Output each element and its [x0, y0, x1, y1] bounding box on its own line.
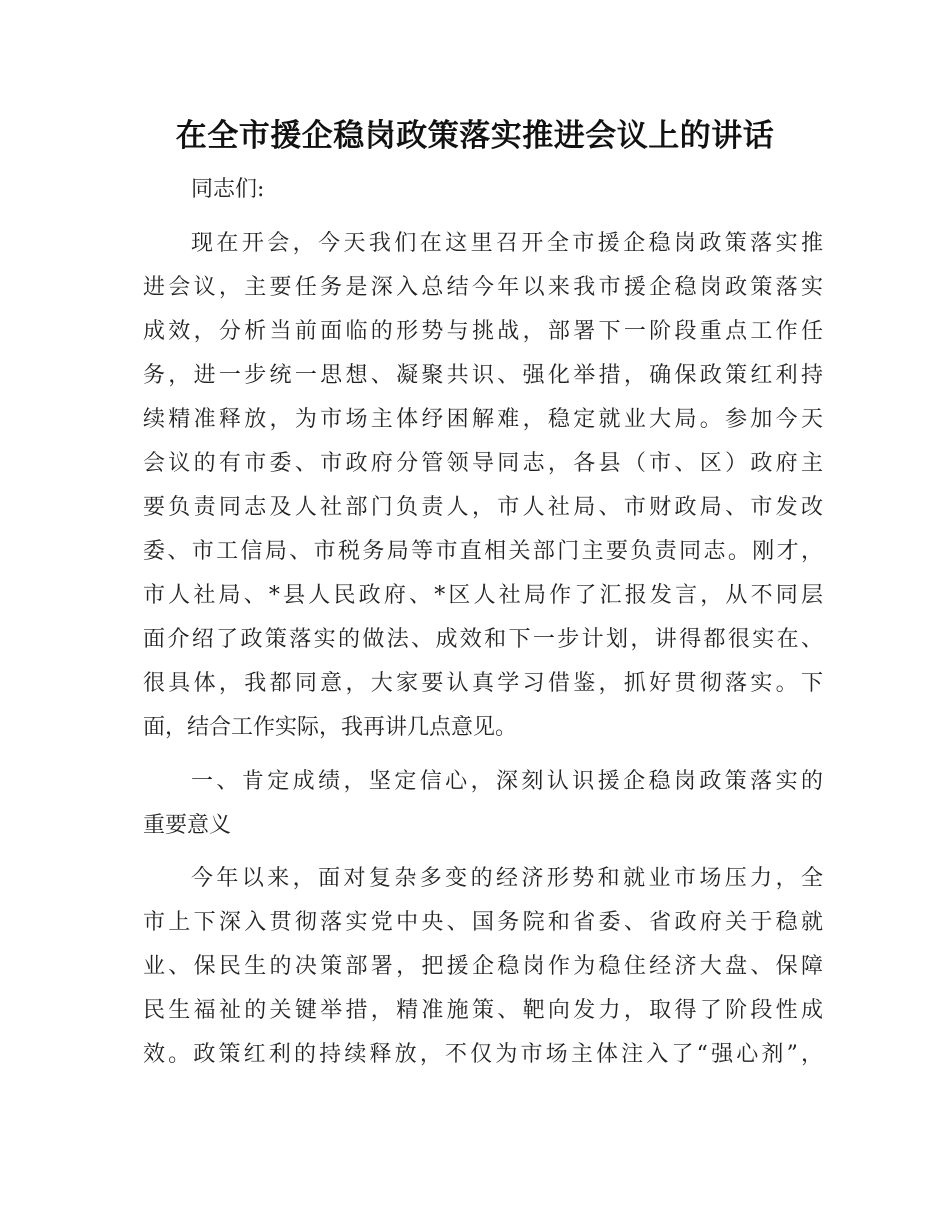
text-line: 务，进一步统一思想、凝聚共识、强化举措，确保政策红利持 — [143, 363, 823, 388]
text-line: 效。政策红利的持续释放，不仅为市场主体注入了“强心剂”， — [143, 1042, 823, 1067]
text-line: 业、保民生的决策部署，把援企稳岗作为稳住经济大盘、保障 — [143, 954, 823, 979]
text-line: 现在开会，今天我们在这里召开全市援企稳岗政策落实推 — [191, 231, 823, 256]
text-line: 会议的有市委、市政府分管领导同志，各县（市、区）政府主 — [143, 451, 823, 476]
text-line: 要负责同志及人社部门负责人，市人社局、市财政局、市发改 — [143, 495, 823, 520]
text-line: 面，结合工作实际，我再讲几点意见。 — [143, 715, 518, 740]
heading-line: 一、肯定成绩，坚定信心，深刻认识援企稳岗政策落实的 — [191, 769, 823, 794]
text-line: 市上下深入贯彻落实党中央、国务院和省委、省政府关于稳就 — [143, 910, 823, 935]
text-line: 委、市工信局、市税务局等市直相关部门主要负责同志。刚才， — [143, 539, 823, 564]
text-line: 成效，分析当前面临的形势与挑战，部署下一阶段重点工作任 — [143, 319, 823, 344]
text-line: 市人社局、*县人民政府、*区人社局作了汇报发言，从不同层 — [143, 583, 823, 608]
text-line: 面介绍了政策落实的做法、成效和下一步计划，讲得都很实在、 — [143, 627, 823, 652]
heading-line: 重要意义 — [143, 813, 232, 838]
text-line: 续精准释放，为市场主体纾困解难，稳定就业大局。参加今天 — [143, 407, 823, 432]
text-line: 民生福祉的关键举措，精准施策、靶向发力，取得了阶段性成 — [143, 998, 823, 1023]
text-line: 进会议，主要任务是深入总结今年以来我市援企稳岗政策落实 — [143, 275, 823, 300]
text-line: 很具体，我都同意，大家要认真学习借鉴，抓好贯彻落实。下 — [143, 671, 823, 696]
document-title: 在全市援企稳岗政策落实推进会议上的讲话 — [175, 118, 775, 154]
greeting: 同志们: — [191, 177, 265, 202]
text-line: 今年以来，面对复杂多变的经济形势和就业市场压力，全 — [191, 866, 823, 891]
